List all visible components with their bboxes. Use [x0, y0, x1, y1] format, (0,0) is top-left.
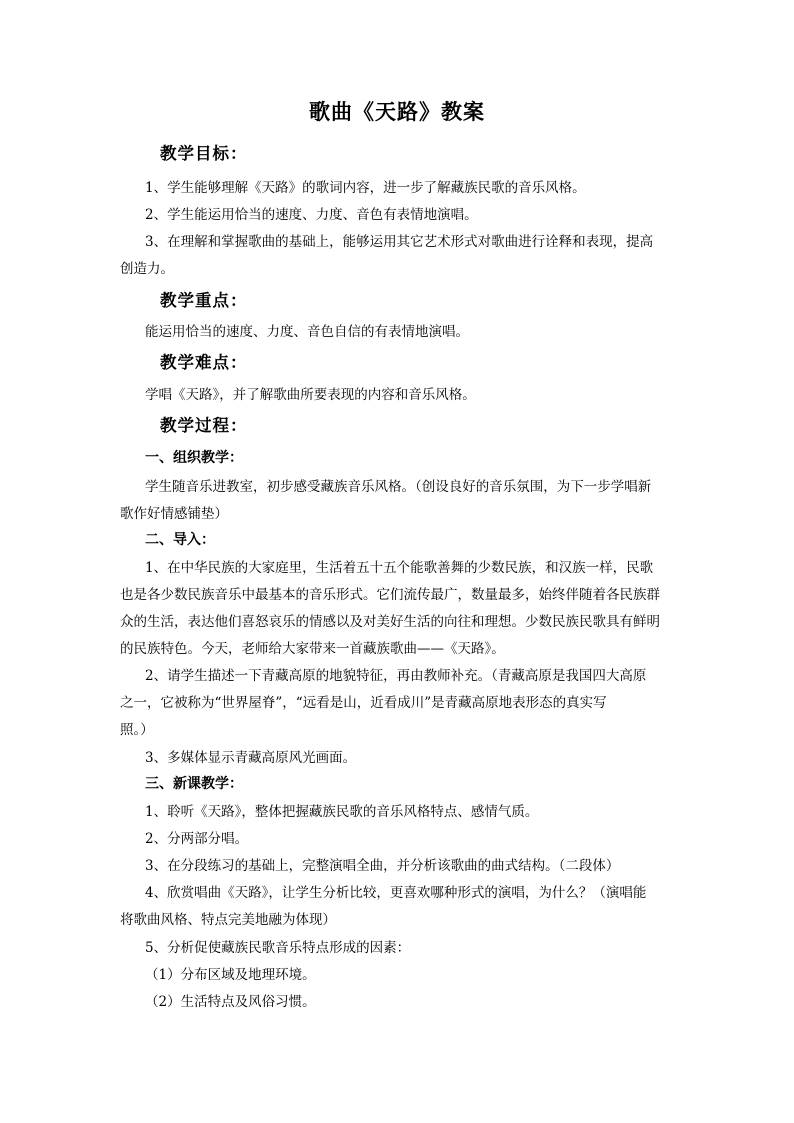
part1-line-2: 歌作好情感铺垫） [120, 506, 228, 522]
part2-line-7: 照。） [120, 722, 154, 738]
goal-item-2: 2、学生能运用恰当的速度、力度、音色有表情地演唱。 [145, 207, 478, 223]
key-text: 能运用恰当的速度、力度、音色自信的有表情地演唱。 [145, 324, 469, 340]
goal-item-3: 3、在理解和掌握歌曲的基础上，能够运用其它艺术形式对歌曲进行诠释和表现，提高 [145, 234, 654, 250]
part3-line-7: （1）分布区域及地理环境。 [145, 967, 316, 983]
part2-line-3: 众的生活，表达他们喜怒哀乐的情感以及对美好生活的向往和理想。少数民族民歌具有鲜明 [120, 614, 660, 630]
process-heading: 教学过程： [160, 416, 248, 435]
difficulty-heading: 教学难点： [160, 353, 248, 372]
part2-line-5: 2、请学生描述一下青藏高原的地貌特征，再由教师补充。（青藏高原是我国四大高原 [145, 668, 647, 684]
part2-heading: 二、导入： [145, 532, 215, 548]
part2-line-8: 3、多媒体显示青藏高原风光画面。 [145, 750, 357, 766]
part2-line-1: 1、在中华民族的大家庭里，生活着五十五个能歌善舞的少数民族，和汉族一样，民歌 [145, 560, 654, 576]
part3-line-2: 2、分两部分唱。 [145, 831, 249, 847]
part3-line-1: 1、聆听《天路》，整体把握藏族民歌的音乐风格特点、感情气质。 [145, 804, 539, 820]
goal-item-1: 1、学生能够理解《天路》的歌词内容，进一步了解藏族民歌的音乐风格。 [145, 180, 586, 196]
part3-line-3: 3、在分段练习的基础上，完整演唱全曲，并分析该歌曲的曲式结构。（二段体） [145, 858, 620, 874]
part3-line-4: 4、欣赏唱曲《天路》，让学生分析比较，更喜欢哪种形式的演唱，为什么？（演唱能 [145, 885, 647, 901]
part3-line-5: 将歌曲风格、特点完美地融为体现） [120, 912, 336, 928]
difficulty-text: 学唱《天路》，并了解歌曲所要表现的内容和音乐风格。 [145, 387, 476, 403]
goal-item-3-cont: 创造力。 [120, 261, 174, 277]
part2-line-2: 也是各少数民族音乐中最基本的音乐形式。它们流传最广，数量最多，始终伴随着各民族群 [120, 587, 660, 603]
part2-line-4: 的民族特色。今天，老师给大家带来一首藏族歌曲——《天路》。 [120, 641, 505, 657]
part3-heading: 三、新课教学： [145, 776, 243, 792]
part1-heading: 一、组织教学： [145, 450, 243, 466]
part3-line-6: 5、分析促使藏族民歌音乐特点形成的因素： [145, 940, 411, 956]
goals-heading: 教学目标： [160, 144, 248, 163]
key-heading: 教学重点： [160, 291, 248, 310]
part2-line-6: 之一，它被称为“世界屋脊”，“远看是山，近看成川”是青藏高原地表形态的真实写 [120, 695, 607, 711]
part3-line-8: （2）生活特点及风俗习惯。 [145, 994, 316, 1010]
document-title: 歌曲《天路》教案 [309, 99, 485, 124]
part1-line-1: 学生随音乐进教室，初步感受藏族音乐风格。（创设良好的音乐氛围，为下一步学唱新 [145, 479, 652, 495]
